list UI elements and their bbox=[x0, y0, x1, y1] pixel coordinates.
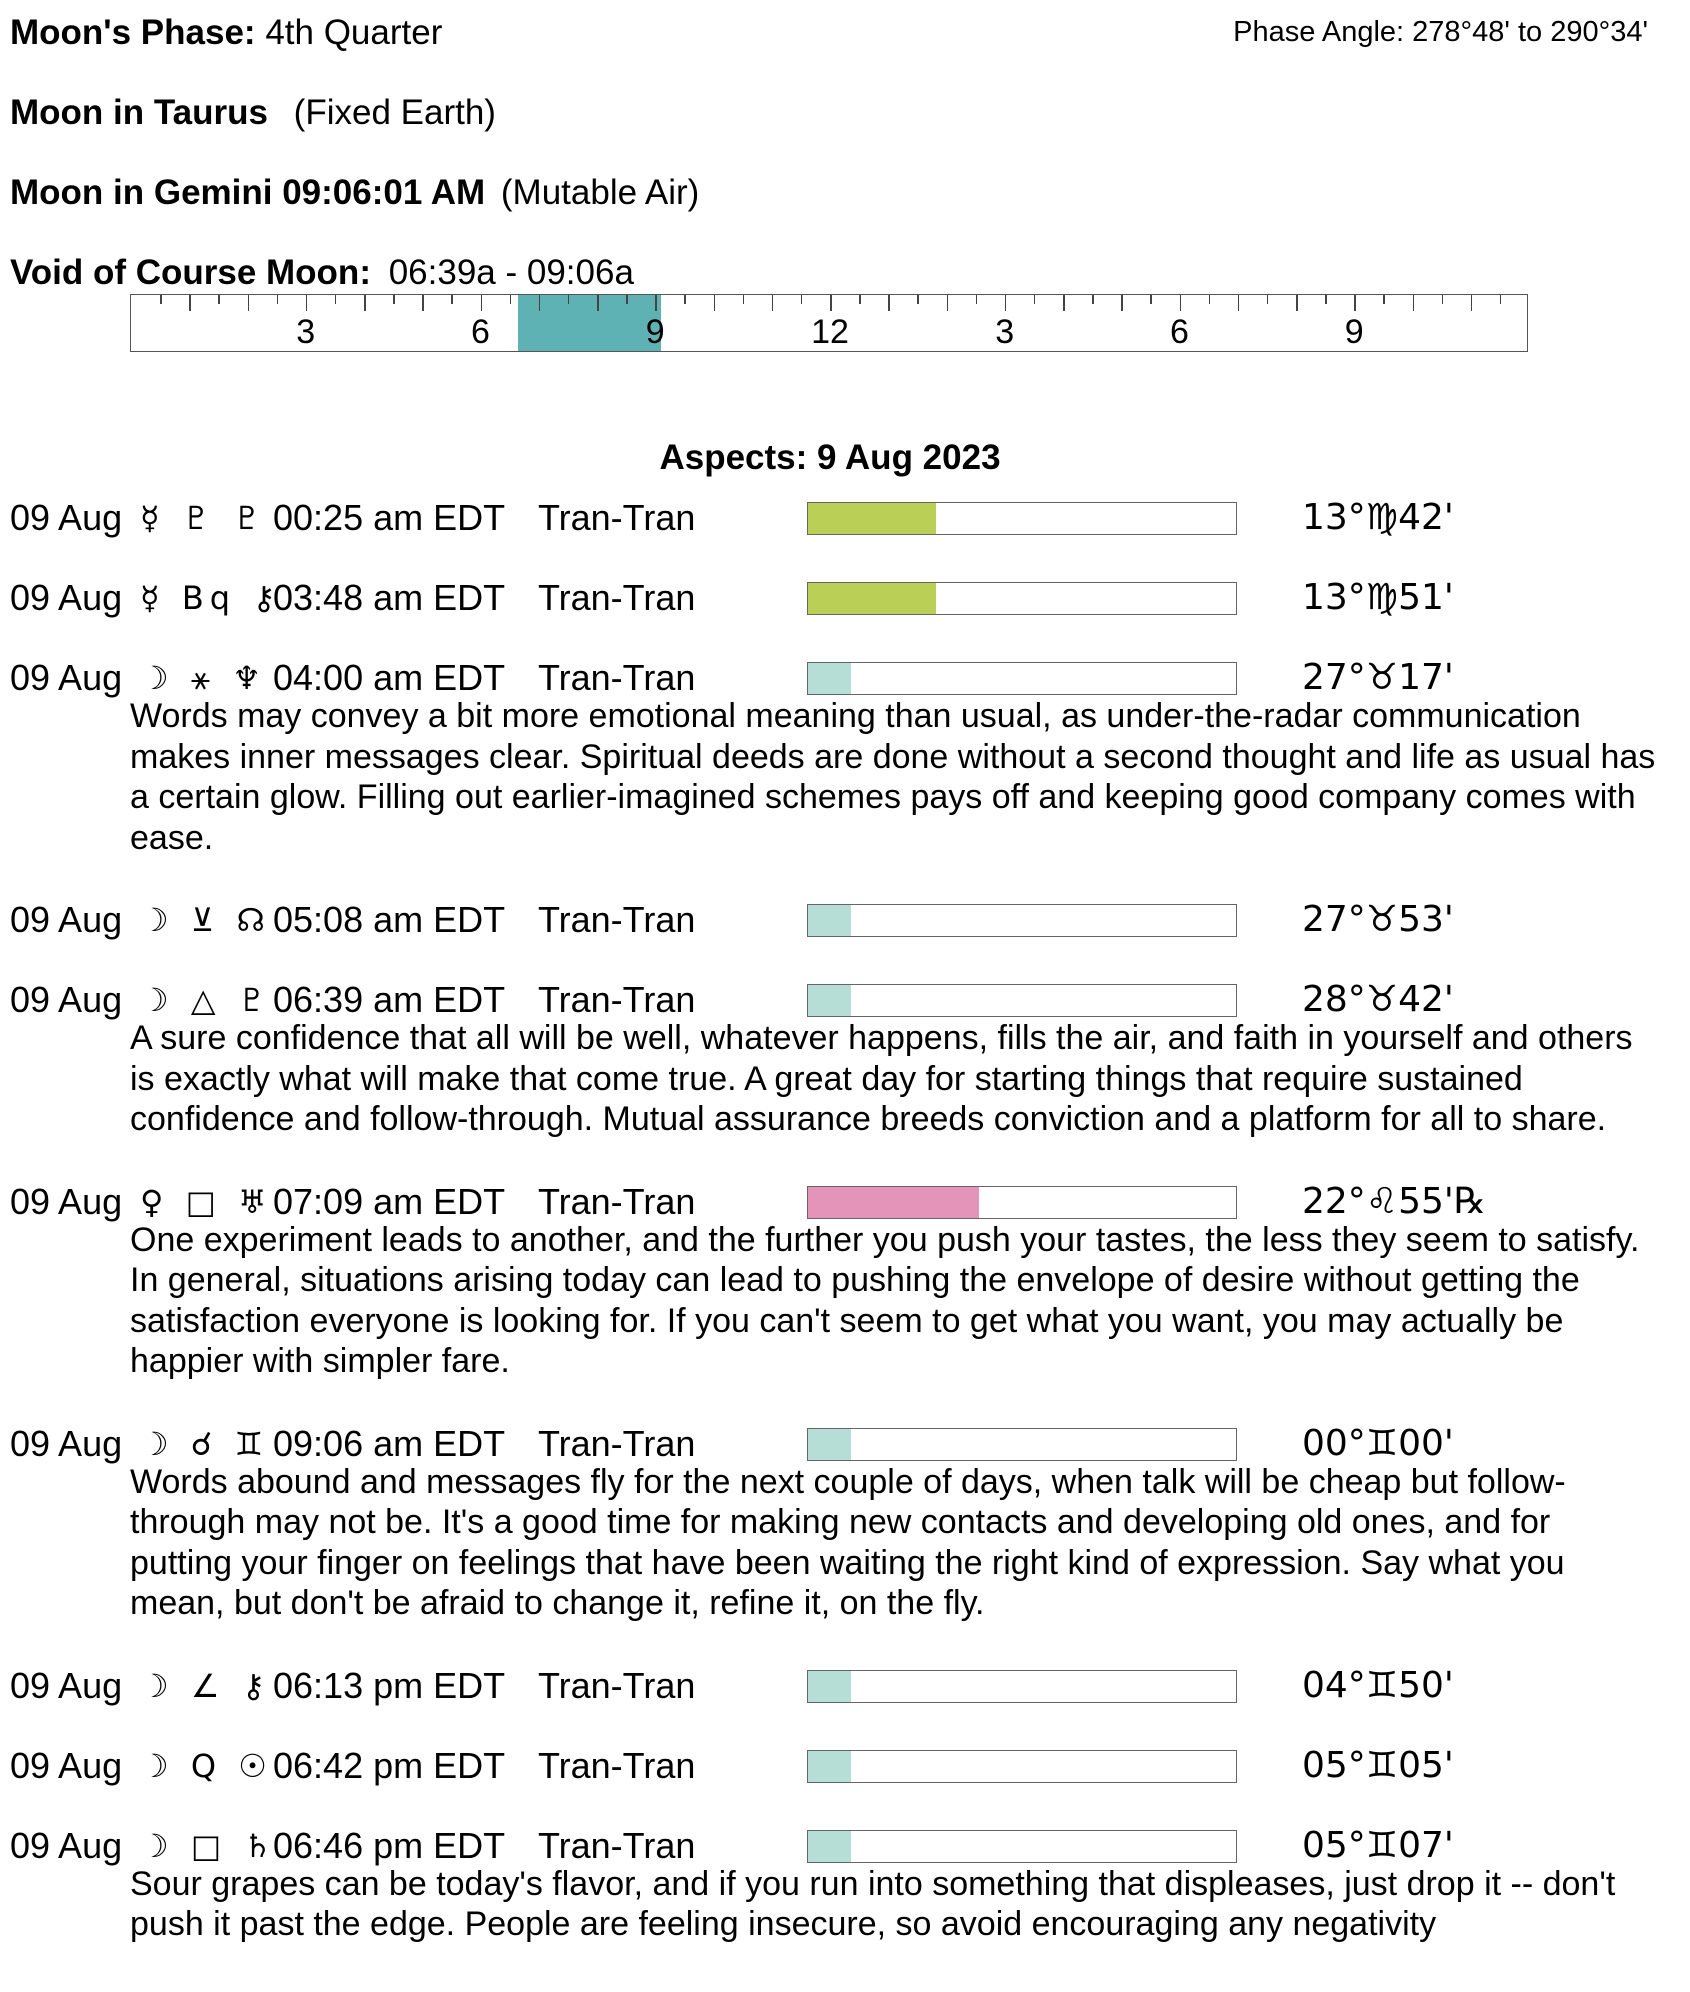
aspect-strength-bar bbox=[807, 984, 1237, 1017]
aspect-strength-bar bbox=[807, 1830, 1237, 1863]
aspect-row bbox=[0, 1424, 1690, 1666]
aspect-description: One experiment leads to another, and the further you push your tastes, the less they seem to satisfy. In general, situations arising today can lead to pushing the envelope of desire without getting the satisfaction everyone is looking for. If you can't seem to get what you want, you may actually be happier with simpler fare. bbox=[130, 1220, 1640, 1380]
timeline-tick bbox=[160, 295, 162, 304]
aspect-time: 06:39 am EDT bbox=[273, 979, 506, 1020]
aspect-row bbox=[0, 578, 1690, 658]
aspect-position: 13°♍51' bbox=[1302, 577, 1454, 618]
timeline-tick bbox=[1267, 295, 1269, 304]
aspect-glyphs: ☽ ☌ ♊ bbox=[140, 1424, 270, 1463]
aspect-time: 03:48 am EDT bbox=[273, 577, 506, 618]
aspect-date: 09 Aug bbox=[10, 1744, 123, 1786]
timeline-tick bbox=[1500, 295, 1502, 304]
aspect-position: 22°♌55'℞ bbox=[1302, 1180, 1487, 1222]
timeline-tick bbox=[597, 295, 599, 311]
timeline-hour-label: 12 bbox=[811, 313, 849, 351]
aspect-date: 09 Aug bbox=[10, 1180, 123, 1222]
aspect-glyphs: ☽ ⊻ ☊ bbox=[140, 901, 271, 939]
aspect-type: Tran-Tran bbox=[538, 899, 696, 940]
timeline-tick bbox=[859, 295, 861, 304]
aspect-strength-fill bbox=[808, 985, 851, 1016]
aspect-strength-bar bbox=[807, 1186, 1237, 1219]
aspect-type: Tran-Tran bbox=[538, 657, 696, 698]
aspect-strength-fill bbox=[808, 583, 936, 614]
aspect-position: 05°♊05' bbox=[1302, 1744, 1454, 1786]
aspect-row bbox=[0, 1182, 1690, 1424]
aspect-glyphs: ☿ ♇ ♇ bbox=[140, 499, 268, 537]
aspect-type: Tran-Tran bbox=[538, 577, 696, 618]
aspect-position: 04°♊50' bbox=[1302, 1664, 1454, 1706]
aspect-description: Sour grapes can be today's flavor, and if you run into something that displeases, just drop it -- don't push it past the edge. People are feeling insecure, so avoid encouraging any negativity bbox=[130, 1864, 1616, 1943]
aspect-position: 27°♉17' bbox=[1302, 657, 1454, 698]
aspect-strength-fill bbox=[808, 1751, 851, 1782]
timeline-tick bbox=[393, 295, 395, 304]
timeline-tick bbox=[1442, 295, 1444, 304]
timeline-tick bbox=[335, 295, 337, 304]
aspect-time: 05:08 am EDT bbox=[273, 899, 506, 940]
timeline-tick bbox=[888, 295, 890, 311]
timeline-tick bbox=[1383, 295, 1385, 304]
timeline-hour-label: 9 bbox=[1344, 313, 1364, 351]
timeline-tick bbox=[801, 295, 803, 304]
aspect-row bbox=[0, 900, 1690, 980]
aspect-time: 06:46 pm EDT bbox=[273, 1824, 506, 1866]
moon-phase-line bbox=[10, 13, 442, 53]
timeline-tick bbox=[248, 295, 250, 311]
aspect-row bbox=[0, 1746, 1690, 1826]
timeline-hour-label: 6 bbox=[471, 313, 490, 351]
aspect-position: 00°♊00' bbox=[1302, 1422, 1454, 1464]
timeline-tick bbox=[655, 295, 657, 311]
aspect-strength-bar bbox=[807, 1428, 1237, 1461]
timeline-hour-label: 6 bbox=[1170, 313, 1189, 351]
timeline-tick bbox=[277, 295, 279, 304]
aspect-strength-fill bbox=[808, 1671, 851, 1702]
timeline-tick bbox=[306, 295, 308, 311]
void-of-course-line bbox=[10, 253, 634, 293]
aspect-date: 09 Aug bbox=[10, 497, 123, 538]
moon-sign-1-label: Moon in Taurus bbox=[10, 93, 268, 132]
timeline-tick bbox=[1471, 295, 1473, 311]
aspect-strength-bar bbox=[807, 582, 1237, 615]
aspect-date: 09 Aug bbox=[10, 1422, 123, 1464]
timeline-tick bbox=[917, 295, 919, 304]
timeline-tick bbox=[772, 295, 774, 311]
timeline-tick bbox=[1005, 295, 1007, 311]
timeline-hour-label: 3 bbox=[296, 313, 316, 351]
aspect-row bbox=[0, 1826, 1690, 1987]
aspect-time: 04:00 am EDT bbox=[273, 657, 506, 698]
timeline-tick bbox=[539, 295, 541, 311]
timeline-tick bbox=[1063, 295, 1065, 311]
aspect-row bbox=[0, 498, 1690, 578]
aspect-type: Tran-Tran bbox=[538, 979, 696, 1020]
aspect-time: 09:06 am EDT bbox=[273, 1422, 506, 1464]
aspects-title: Aspects: 9 Aug 2023 bbox=[659, 438, 1001, 477]
aspect-glyphs: ☽ Q ☉ bbox=[140, 1746, 273, 1785]
aspect-glyphs: ☽ □ ♄ bbox=[140, 1826, 278, 1865]
aspect-type: Tran-Tran bbox=[538, 1744, 696, 1786]
aspect-description: A sure confidence that all will be well, whatever happens, fills the air, and faith in yourself and others is exactly what will make that come true. A great day for starting things that require sustained confidence and follow-through. Mutual assurance breeds conviction and a platform for all to share. bbox=[130, 1019, 1633, 1138]
aspect-strength-fill bbox=[808, 1429, 851, 1460]
timeline-tick bbox=[422, 295, 424, 311]
aspect-date: 09 Aug bbox=[10, 657, 123, 698]
aspect-strength-bar bbox=[807, 1670, 1237, 1703]
timeline-tick bbox=[1325, 295, 1327, 304]
timeline-tick bbox=[1150, 295, 1152, 304]
moon-sign-2-label: Moon in Gemini 09:06:01 AM bbox=[10, 173, 486, 212]
aspect-strength-fill bbox=[808, 503, 936, 534]
aspect-description: Words abound and messages fly for the next couple of days, when talk will be cheap but follow-through may not be. It's a good time for making new contacts and developing old ones, and for putting your finger on feelings that have been waiting the right kind of expression. Say what you mean, but don't be afraid to change it, refine it, on the fly. bbox=[130, 1462, 1566, 1622]
timeline-tick bbox=[1121, 295, 1123, 311]
timeline-tick bbox=[1034, 295, 1036, 304]
timeline-tick bbox=[189, 295, 191, 311]
timeline-tick bbox=[1092, 295, 1094, 304]
aspect-strength-fill bbox=[808, 1187, 979, 1218]
phase-angle: Phase Angle: 278°48' to 290°34' bbox=[1233, 16, 1648, 48]
timeline-tick bbox=[743, 295, 745, 304]
timeline-tick bbox=[1209, 295, 1211, 304]
aspect-type: Tran-Tran bbox=[538, 1824, 696, 1866]
timeline-tick bbox=[218, 295, 220, 304]
timeline-tick bbox=[481, 295, 483, 311]
aspect-time: 06:42 pm EDT bbox=[273, 1744, 506, 1786]
aspect-position: 28°♉42' bbox=[1302, 979, 1454, 1020]
moon-sign-line-1 bbox=[10, 93, 496, 133]
timeline-tick bbox=[568, 295, 570, 304]
timeline-tick bbox=[510, 295, 512, 304]
aspect-time: 06:13 pm EDT bbox=[273, 1664, 506, 1706]
void-of-course-timeline bbox=[130, 294, 1528, 352]
timeline-tick bbox=[976, 295, 978, 304]
timeline-tick bbox=[1354, 295, 1356, 311]
aspect-glyphs: ☿ Bq ⚷ bbox=[140, 579, 282, 617]
aspect-date: 09 Aug bbox=[10, 1824, 123, 1866]
timeline-tick bbox=[684, 295, 686, 304]
aspect-strength-fill bbox=[808, 1831, 851, 1862]
timeline-tick bbox=[714, 295, 716, 311]
voc-value: 06:39a - 09:06a bbox=[388, 253, 634, 292]
aspect-type: Tran-Tran bbox=[538, 497, 696, 538]
timeline-tick bbox=[947, 295, 949, 311]
timeline-hour-label: 9 bbox=[645, 313, 665, 351]
aspect-strength-bar bbox=[807, 502, 1237, 535]
timeline-tick bbox=[626, 295, 628, 304]
aspect-type: Tran-Tran bbox=[538, 1422, 696, 1464]
aspect-position: 27°♉53' bbox=[1302, 899, 1454, 940]
aspect-glyphs: ☽ △ ♇ bbox=[140, 981, 273, 1019]
aspect-position: 13°♍42' bbox=[1302, 497, 1454, 538]
moon-sign-1-element: (Fixed Earth) bbox=[293, 93, 496, 132]
aspect-position: 05°♊07' bbox=[1302, 1824, 1454, 1866]
timeline-tick bbox=[1413, 295, 1415, 311]
timeline-tick bbox=[830, 295, 832, 311]
timeline-tick bbox=[1180, 295, 1182, 311]
aspect-date: 09 Aug bbox=[10, 577, 123, 618]
aspect-strength-bar bbox=[807, 904, 1237, 937]
timeline-tick bbox=[364, 295, 366, 311]
moon-phase-label: Moon's Phase: bbox=[10, 13, 256, 52]
aspect-strength-fill bbox=[808, 905, 851, 936]
aspect-glyphs: ☽ ∠ ⚷ bbox=[140, 1666, 272, 1705]
aspect-glyphs: ♀ □ ♅ bbox=[140, 1182, 273, 1221]
timeline-tick bbox=[1238, 295, 1240, 311]
aspect-glyphs: ☽ ⚹ ♆ bbox=[140, 659, 267, 697]
aspect-time: 07:09 am EDT bbox=[273, 1180, 506, 1222]
aspect-row bbox=[0, 1666, 1690, 1746]
aspect-strength-bar bbox=[807, 662, 1237, 695]
moon-sign-2-element: (Mutable Air) bbox=[500, 173, 700, 212]
timeline-tick bbox=[1296, 295, 1298, 311]
aspect-strength-fill bbox=[808, 663, 851, 694]
aspect-date: 09 Aug bbox=[10, 979, 123, 1020]
aspect-type: Tran-Tran bbox=[538, 1180, 696, 1222]
aspect-strength-bar bbox=[807, 1750, 1237, 1783]
aspect-date: 09 Aug bbox=[10, 899, 123, 940]
timeline-tick bbox=[451, 295, 453, 304]
moon-phase-value: 4th Quarter bbox=[265, 13, 443, 52]
aspect-type: Tran-Tran bbox=[538, 1664, 696, 1706]
aspect-row bbox=[0, 980, 1690, 1182]
aspect-row bbox=[0, 658, 1690, 900]
aspect-time: 00:25 am EDT bbox=[273, 497, 506, 538]
aspect-description: Words may convey a bit more emotional meaning than usual, as under-the-radar communication makes inner messages clear. Spiritual deeds are done without a second thought and life as usual has a certain glow. Filling out earlier-imagined schemes pays off and keeping good company comes with ease. bbox=[130, 697, 1656, 857]
aspect-date: 09 Aug bbox=[10, 1664, 123, 1706]
moon-sign-line-2 bbox=[10, 173, 699, 213]
timeline-hour-label: 3 bbox=[995, 313, 1015, 351]
voc-label: Void of Course Moon: bbox=[10, 253, 371, 292]
